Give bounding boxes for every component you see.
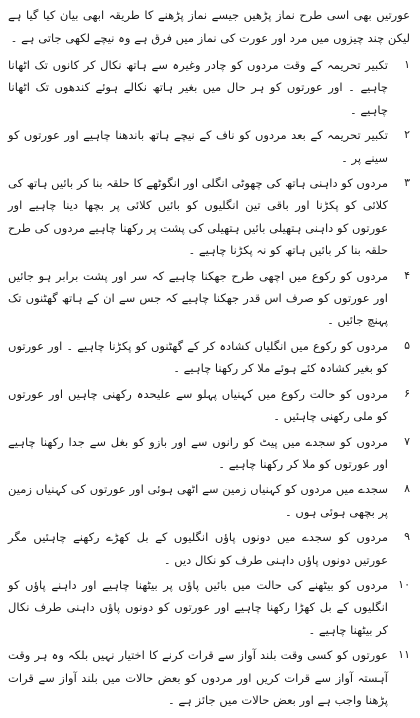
rules-list [8,54,410,711]
item-number: ۱۱ [398,648,410,662]
item-text: سجدے میں مردوں کو کہنیاں زمین سے اٹھی ہوئی اور عورتوں کی کہنیاں زمین پر بچھی ہوئی ہوں ۔ [8,482,388,519]
item-text: تکبیر تحریمہ کے بعد مردوں کو ناف کے نیچے ہاتھ باندھنا چاہیے اور عورتوں کو سینے پر ۔ [8,128,388,165]
item-text: مردوں کو سجدے میں دونوں پاؤں انگلیوں کے بل کھڑے رکھنے چاہئیں مگر عورتیں دونوں پاؤں داہنی طرف کو نکال دیں ۔ [8,530,388,567]
list-item [8,526,410,571]
item-number: ۹ [404,530,410,544]
item-text: مردوں کو داہنی ہاتھ کی چھوٹی انگلی اور انگوٹھے کا حلقہ بنا کر بائیں ہاتھ کی کلائی کو پکڑنا اور باقی تین انگلیوں کو بائیں کلائی پر بچھا دینا چاہیے اور عورتوں کو داہنی ہتھیلی بائیں ہتھیلی کی پشت پر رکھنا چاہیے مردوں کی طرح حلقہ بنا کر بائیں ہاتھ کو نہ پکڑنا چاہیے ۔ [8,176,388,258]
list-item [8,383,410,428]
item-number: ۲ [404,128,410,142]
intro-paragraph: عورتیں بھی اسی طرح نماز پڑھیں جیسے نماز پڑھنے کا طریقہ ابھی بیان کیا گیا ہے لیکن چند چیزوں میں مرد اور عورت کی نماز میں فرق ہے وہ نیچے لکھی جاتی ہے ۔ [8,8,410,45]
item-number: ۱۰ [398,577,410,591]
list-item [8,124,410,169]
item-text: مردوں کو رکوع میں انگلیاں کشادہ کر کے گھٹنوں کو پکڑنا چاہیے ۔ اور عورتوں کو بغیر کشادہ کئے ہوئے ملا کر رکھنا چاہیے ۔ [8,338,388,376]
list-item [8,265,410,332]
list-item [8,574,410,641]
item-number: ۱ [404,58,410,71]
list-item [8,335,410,380]
item-text: تکبیر تحریمہ کے وقت مردوں کو چادر وغیرہ سے ہاتھ نکال کر کانوں تک اٹھانا چاہیے ۔ اور عورتوں کو ہر حال میں بغیر ہاتھ نکالے ہوئے کندھوں تک اٹھانا چاہیے ۔ [8,58,388,117]
item-number: ۶ [404,386,410,400]
item-number: ۸ [404,482,410,496]
item-text: مردوں کو حالت رکوع میں کہنیاں پہلو سے علیحدہ رکھنی چاہیں اور عورتوں کو ملی رکھنی چاہئیں ۔ [8,386,388,424]
item-text: مردوں کو سجدے میں پیٹ کو رانوں سے اور بازو کو بغل سے جدا رکھنا چاہیے اور عورتوں کو ملا کر رکھنا چاہیے ۔ [8,434,388,471]
list-item [8,478,410,523]
item-number: ۵ [404,338,410,352]
item-number: ۷ [404,434,410,448]
item-number: ۴ [404,268,410,282]
item-text: عورتوں کو کسی وقت بلند آواز سے قرات کرنے کا اختیار نہیں بلکہ وہ ہر وقت آہستہ آواز سے قرات کریں اور مردوں کو بعض حالات میں بلند آواز سے قرات پڑھنا واجب ہے اور بعض حالات میں جائز ہے ۔ [8,648,388,707]
list-item [8,172,410,262]
item-text: مردوں کو رکوع میں اچھی طرح جھکنا چاہیے کہ سر اور پشت برابر ہو جائیں اور عورتوں کو صرف اس قدر جھکنا چاہیے کہ جس سے ان کے ہاتھ گھٹنوں تک پہنچ جائیں ۔ [8,268,388,328]
list-item [8,54,410,121]
item-number: ۳ [404,176,410,190]
item-text: مردوں کو بیٹھنے کی حالت میں بائیں پاؤں پر بیٹھنا چاہیے اور داہنے پاؤں کو انگلیوں کے بل کھڑا رکھنا چاہیے اور عورتوں کو دونوں پاؤں داہنی طرف نکال کر بیٹھنا چاہیے ۔ [8,577,388,637]
list-item [8,431,410,476]
list-item [8,644,410,711]
